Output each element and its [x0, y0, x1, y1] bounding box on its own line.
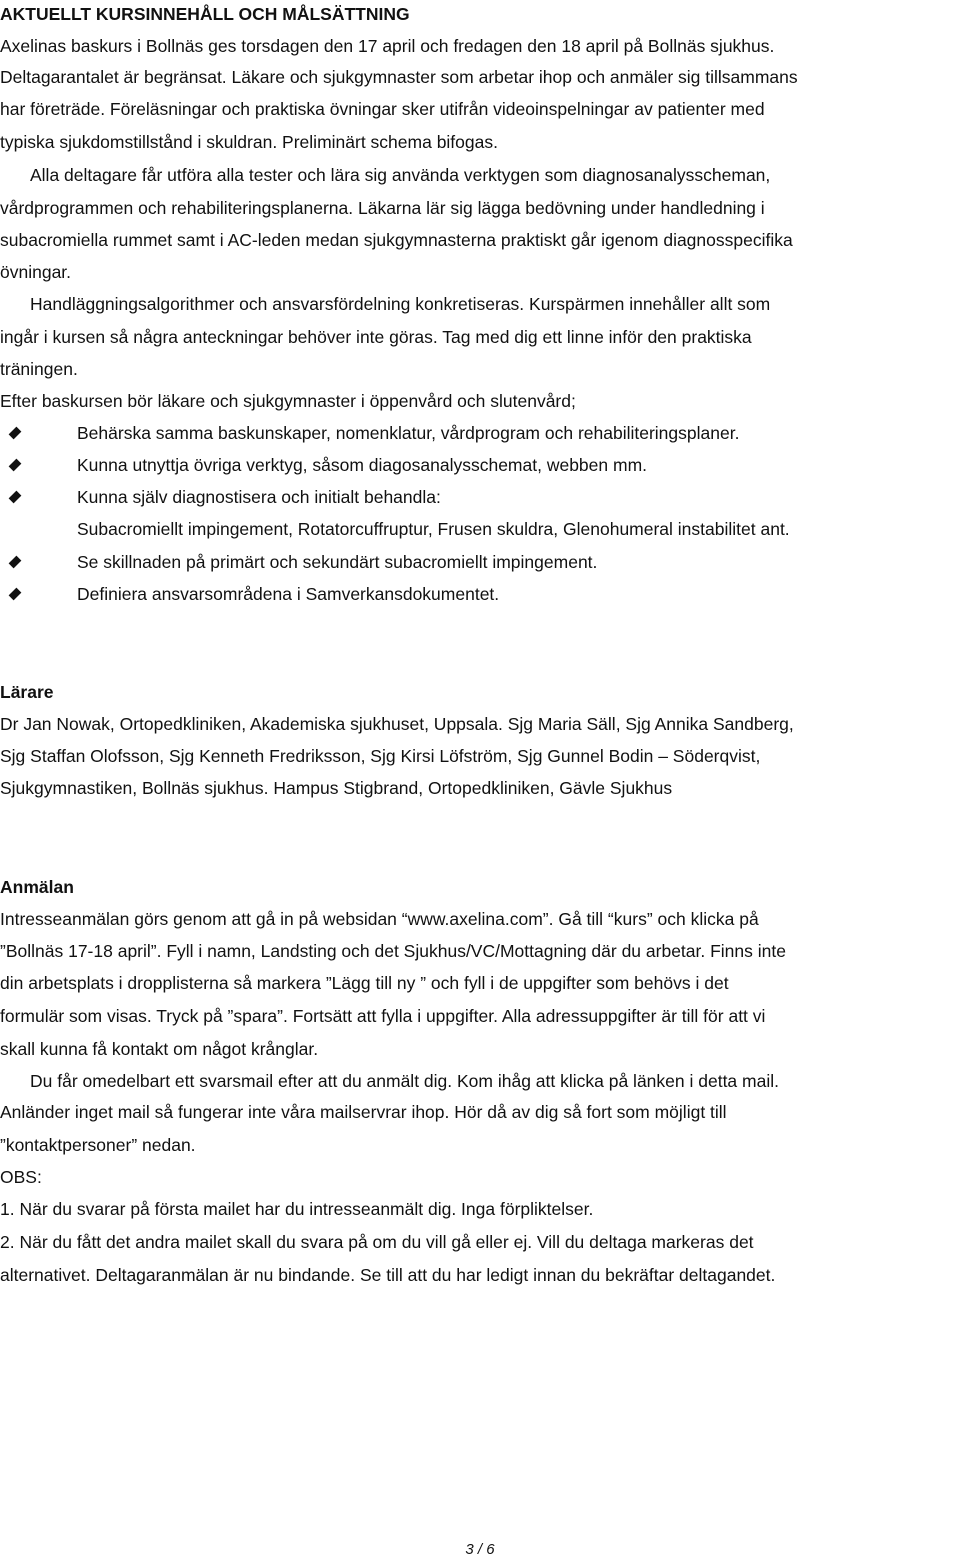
- list-item: Kunna själv diagnostisera och initialt behandla:: [77, 487, 441, 507]
- paragraph-line: 2. När du fått det andra mailet skall du svara på om du vill gå eller ej. Vill du deltaga markeras det: [0, 1232, 754, 1252]
- paragraph-line: ”kontaktpersoner” nedan.: [0, 1135, 196, 1155]
- section-heading-teachers: Lärare: [0, 682, 54, 702]
- paragraph-line: Sjukgymnastiken, Bollnäs sjukhus. Hampus Stigbrand, Ortopedkliniken, Gävle Sjukhus: [0, 778, 673, 798]
- bullet-diamond-icon: [9, 556, 22, 569]
- list-item: Se skillnaden på primärt och sekundärt subacromiellt impingement.: [77, 552, 598, 572]
- paragraph-line: träningen.: [0, 359, 78, 379]
- paragraph-line: Anländer inget mail så fungerar inte våra mailservrar ihop. Hör då av dig så fort som möjligt till: [0, 1102, 727, 1122]
- paragraph-line: alternativet. Deltagaranmälan är nu bindande. Se till att du har ledigt innan du bekräftar deltagandet.: [0, 1265, 776, 1285]
- section-heading-course-content: AKTUELLT KURSINNEHÅLL OCH MÅLSÄTTNING: [0, 4, 410, 24]
- list-item-continuation: Subacromiellt impingement, Rotatorcuffruptur, Frusen skuldra, Glenohumeral instabilitet ant.: [77, 519, 790, 539]
- paragraph-line: Sjg Staffan Olofsson, Sjg Kenneth Fredriksson, Sjg Kirsi Löfström, Sjg Gunnel Bodin – Söderqvist,: [0, 746, 761, 766]
- list-item: Definiera ansvarsområdena i Samverkansdokumentet.: [77, 584, 500, 604]
- paragraph-line: övningar.: [0, 262, 72, 282]
- paragraph-line: Axelinas baskurs i Bollnäs ges torsdagen den 17 april och fredagen den 18 april på Bollnäs sjukhus.: [0, 36, 775, 56]
- paragraph-line: typiska sjukdomstillstånd i skuldran. Preliminärt schema bifogas.: [0, 132, 498, 152]
- paragraph-line: ”Bollnäs 17-18 april”. Fyll i namn, Landsting och det Sjukhus/VC/Mottagning där du arbetar. Finns inte: [0, 941, 786, 961]
- paragraph-line: skall kunna få kontakt om något krånglar.: [0, 1039, 319, 1059]
- paragraph-line: din arbetsplats i dropplisterna så markera ”Lägg till ny ” och fyll i de uppgifter som behövs i det: [0, 973, 729, 993]
- paragraph-line: 1. När du svarar på första mailet har du intresseanmält dig. Inga förpliktelser.: [0, 1199, 594, 1219]
- bullet-diamond-icon: [9, 491, 22, 504]
- page-number: 3 / 6: [465, 1541, 495, 1558]
- paragraph-line: ingår i kursen så några anteckningar behöver inte göras. Tag med dig ett linne inför den praktiska: [0, 327, 752, 347]
- section-heading-registration: Anmälan: [0, 877, 74, 897]
- paragraph-line: Alla deltagare får utföra alla tester och lära sig använda verktygen som diagnosanalysscheman,: [30, 165, 771, 185]
- paragraph-line: Deltagarantalet är begränsat. Läkare och sjukgymnaster som arbetar ihop och anmäler sig tillsammans: [0, 67, 798, 87]
- bullet-diamond-icon: [9, 459, 22, 472]
- bullet-diamond-icon: [9, 427, 22, 440]
- paragraph-line: Handläggningsalgorithmer och ansvarsfördelning konkretiseras. Kurspärmen innehåller allt som: [30, 294, 771, 314]
- paragraph-line: Intresseanmälan görs genom att gå in på websidan “www.axelina.com”. Gå till “kurs” och klicka på: [0, 909, 759, 929]
- paragraph-line: subacromiella rummet samt i AC-leden medan sjukgymnasterna praktiskt går igenom diagnosspecifika: [0, 230, 793, 250]
- paragraph-line: vårdprogrammen och rehabiliteringsplanerna. Läkarna lär sig lägga bedövning under handledning i: [0, 198, 765, 218]
- paragraph-line: formulär som visas. Tryck på ”spara”. Fortsätt att fylla i uppgifter. Alla adressuppgifter är till för att vi: [0, 1006, 766, 1026]
- paragraph-line: har företräde. Föreläsningar och praktiska övningar sker utifrån videoinspelningar av patienter med: [0, 99, 765, 119]
- paragraph-line: Du får omedelbart ett svarsmail efter att du anmält dig. Kom ihåg att klicka på länken i detta mail.: [30, 1071, 779, 1091]
- list-item: Behärska samma baskunskaper, nomenklatur, vårdprogram och rehabiliteringsplaner.: [77, 423, 740, 443]
- paragraph-line: Dr Jan Nowak, Ortopedkliniken, Akademiska sjukhuset, Uppsala. Sjg Maria Säll, Sjg Annika Sandberg,: [0, 714, 794, 734]
- list-item: Kunna utnyttja övriga verktyg, såsom diagosanalysschemat, webben mm.: [77, 455, 648, 475]
- paragraph-line: OBS:: [0, 1167, 42, 1187]
- bullet-diamond-icon: [9, 588, 22, 601]
- paragraph-line: Efter baskursen bör läkare och sjukgymnaster i öppenvård och slutenvård;: [0, 391, 576, 411]
